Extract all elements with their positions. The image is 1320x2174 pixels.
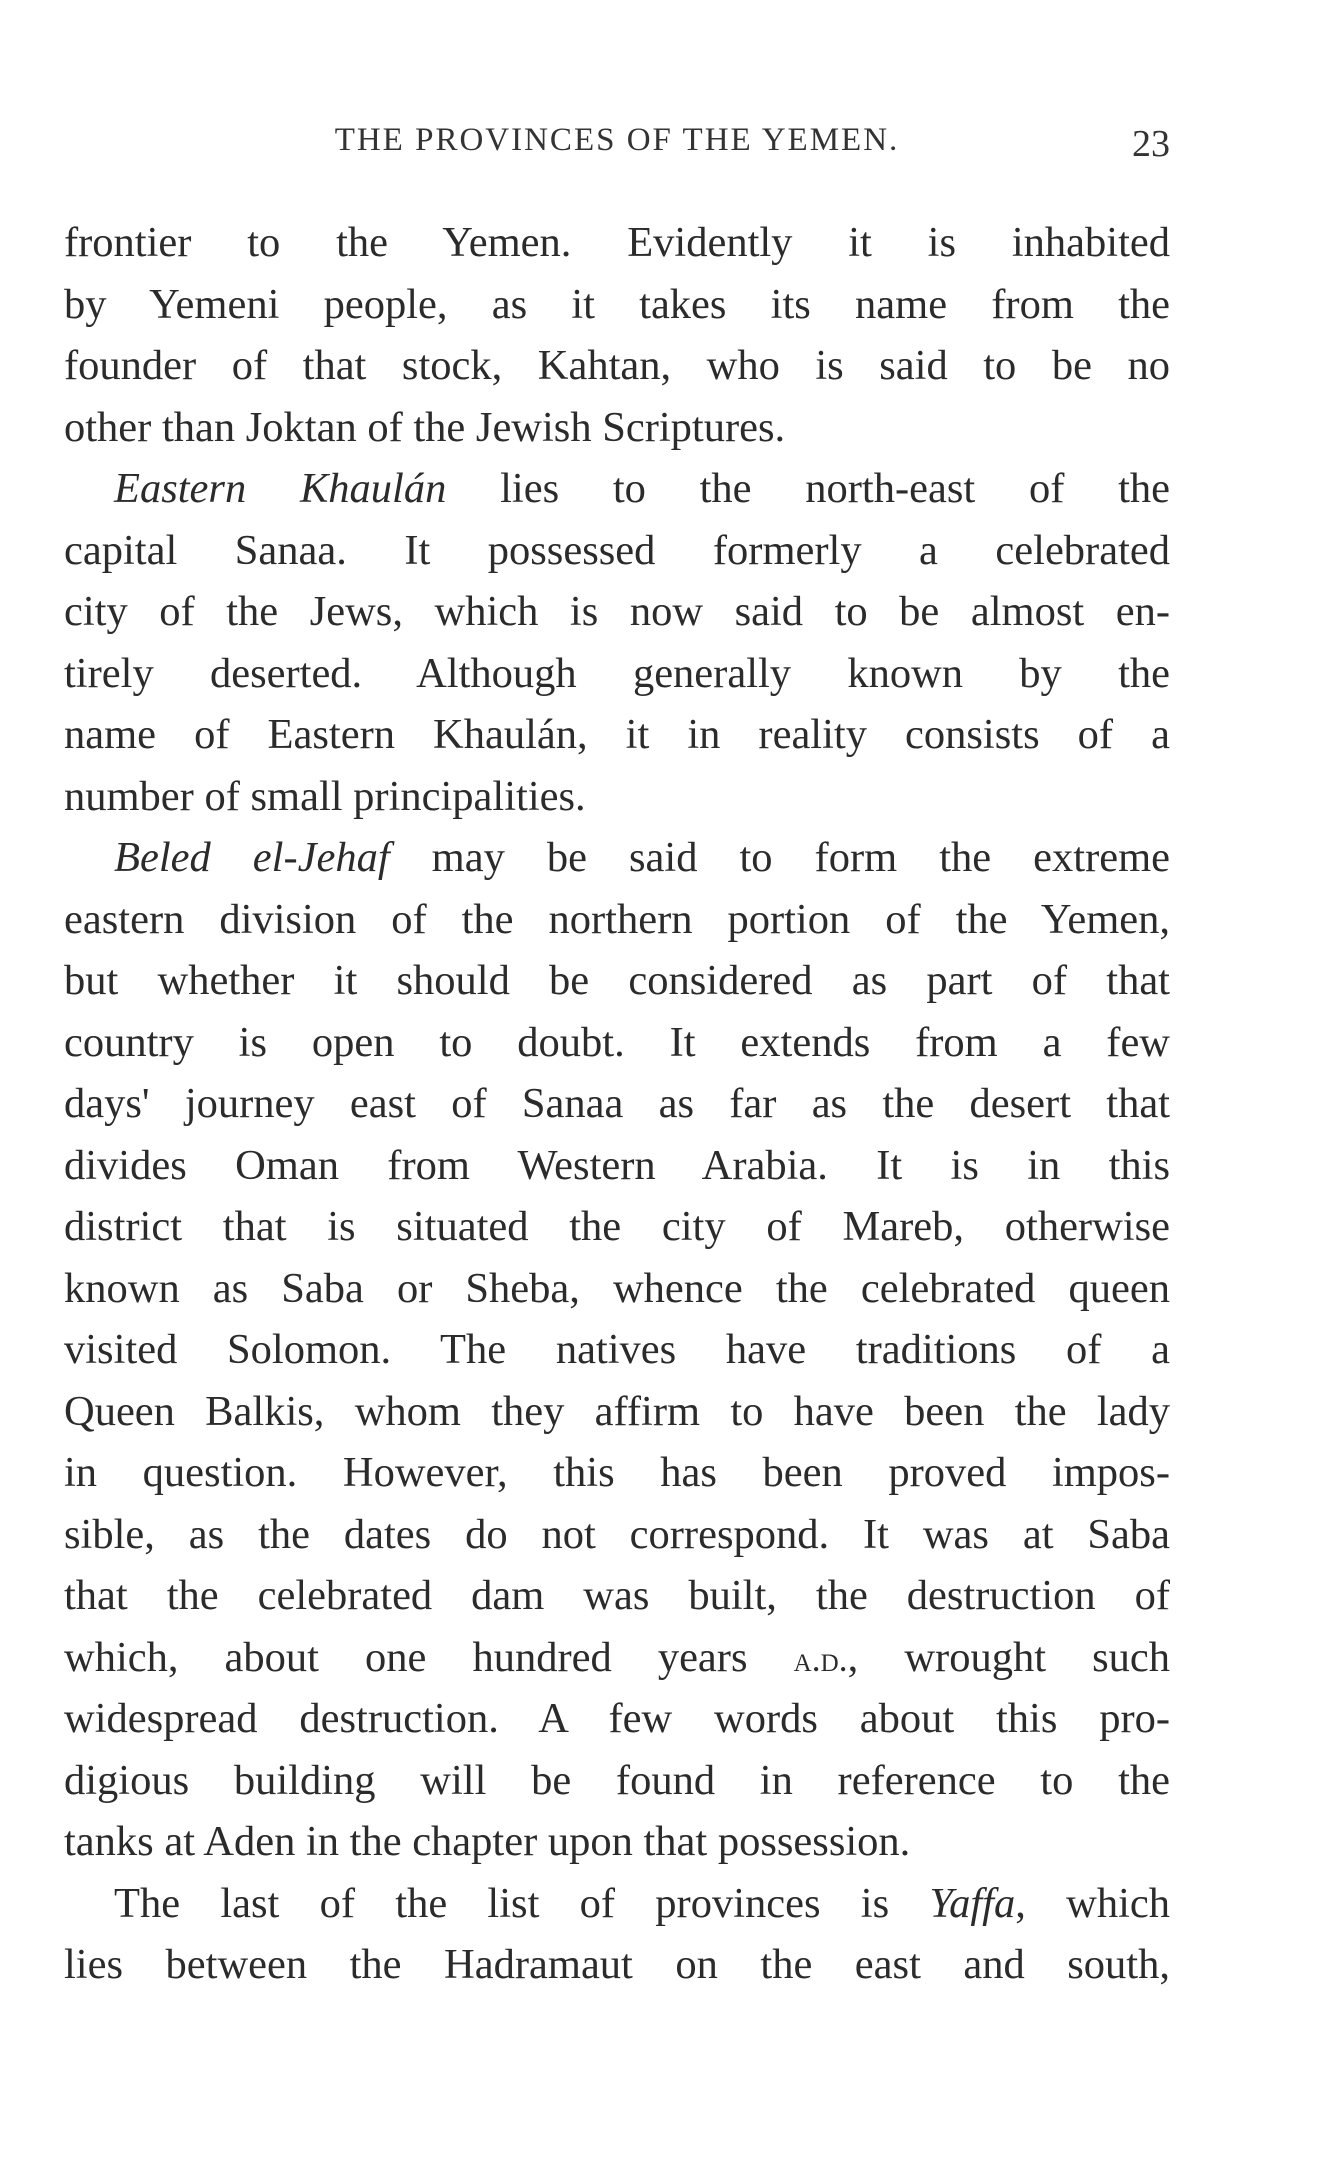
text-line: that the celebrated dam was built, the destruction of xyxy=(64,1572,1170,1619)
province-name-yaffa: Yaffa xyxy=(929,1879,1016,1927)
text-fragment: lies to the north-east of the xyxy=(446,465,1170,512)
body-text xyxy=(64,212,1170,1996)
text-line: founder of that stock, Kahtan, who is said to be no xyxy=(64,342,1170,389)
text-fragment: may be said to form the extreme xyxy=(389,834,1170,881)
text-line xyxy=(64,458,1170,520)
province-name-beled-el-jehaf: Beled el-Jehaf xyxy=(114,834,390,881)
text-line xyxy=(64,827,1170,889)
page-number: 23 xyxy=(1132,123,1170,165)
text-line: digious building will be found in reference to the xyxy=(64,1756,1170,1804)
text-line xyxy=(64,1627,1170,1689)
text-line: in question. However, this has been proved impos- xyxy=(64,1449,1170,1496)
running-head xyxy=(64,122,1170,172)
text-line: by Yemeni people, as it takes its name from the xyxy=(64,280,1170,328)
text-line: known as Saba or Sheba, whence the celebrated queen xyxy=(64,1264,1170,1312)
text-line: Queen Balkis, whom they affirm to have been the lady xyxy=(64,1387,1170,1435)
text-line: days' journey east of Sanaa as far as the desert that xyxy=(64,1080,1170,1127)
era-abbreviation: a.d. xyxy=(793,1638,848,1679)
text-line: but whether it should be considered as part of that xyxy=(64,957,1170,1004)
text-line: lies between the Hadramaut on the east and south, xyxy=(64,1941,1170,1988)
province-name-eastern-khaulan: Eastern Khaulán xyxy=(114,465,447,512)
text-line: divides Oman from Western Arabia. It is in this xyxy=(64,1141,1170,1189)
text-fragment: The last of the list of provinces is xyxy=(114,1879,930,1927)
text-line: tanks at Aden in the chapter upon that possession. xyxy=(64,1818,911,1865)
text-line: tirely deserted. Although generally known by the xyxy=(64,649,1170,697)
text-line: other than Joktan of the Jewish Scriptures. xyxy=(64,403,786,451)
text-line xyxy=(64,1873,1170,1935)
text-line: frontier to the Yemen. Evidently it is inhabited xyxy=(64,219,1170,266)
text-line: capital Sanaa. It possessed formerly a celebrated xyxy=(64,526,1170,574)
text-fragment: , which xyxy=(1015,1879,1170,1927)
text-line: district that is situated the city of Mareb, otherwise xyxy=(64,1203,1170,1250)
text-line: city of the Jews, which is now said to be almost en- xyxy=(64,588,1170,635)
text-line: number of small principalities. xyxy=(64,772,586,820)
text-line: sible, as the dates do not correspond. It was at Saba xyxy=(64,1510,1170,1558)
text-line: eastern division of the northern portion of the Yemen, xyxy=(64,895,1170,943)
text-line: name of Eastern Khaulán, it in reality consists of a xyxy=(64,711,1170,758)
text-line: country is open to doubt. It extends from a few xyxy=(64,1018,1170,1066)
text-line: widespread destruction. A few words about this pro- xyxy=(64,1695,1170,1742)
running-title: THE PROVINCES OF THE YEMEN. xyxy=(334,122,900,158)
text-fragment: , wrought such xyxy=(847,1633,1170,1681)
text-fragment: which, about one hundred years xyxy=(64,1633,794,1681)
text-line: visited Solomon. The natives have traditions of a xyxy=(64,1326,1170,1373)
